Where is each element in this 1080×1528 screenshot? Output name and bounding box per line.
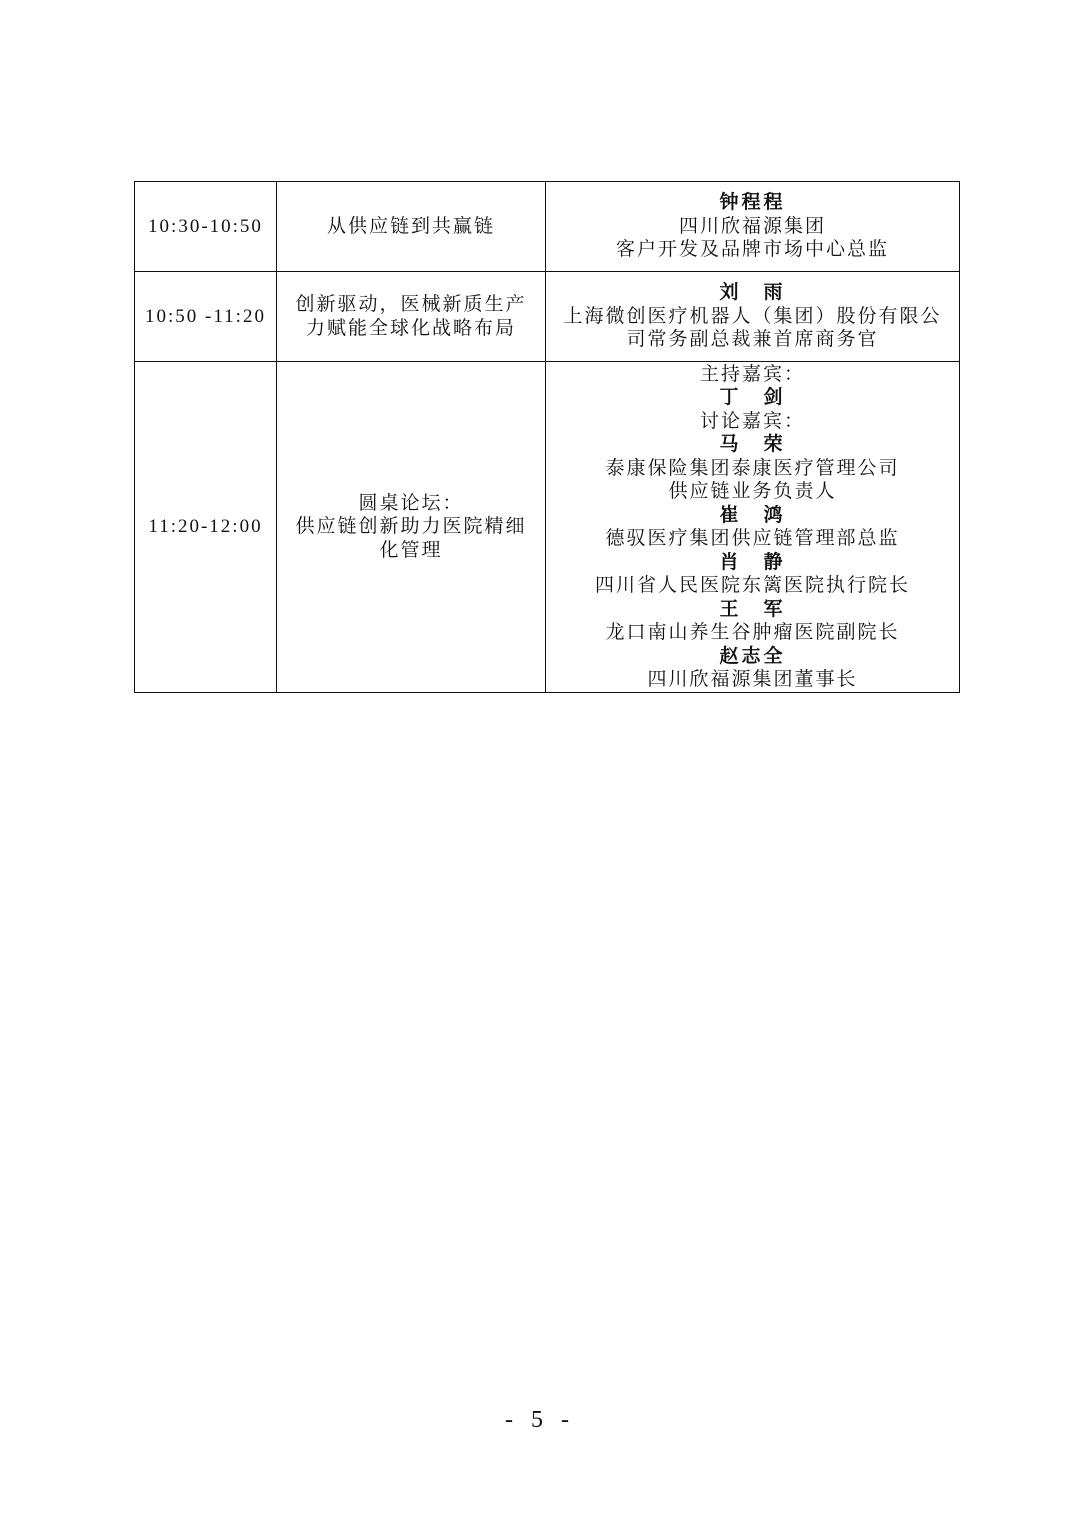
panelist-org: 龙口南山养生谷肿瘤医院副院长 <box>605 621 900 643</box>
panelist-org: 泰康保险集团泰康医疗管理公司 <box>605 456 900 479</box>
speaker-title: 司常务副总裁兼首席商务官 <box>626 328 879 351</box>
panelist-org: 四川省人民医院东篱医院执行院长 <box>594 574 910 596</box>
topic-cell <box>277 362 546 693</box>
topic-cell <box>277 182 546 272</box>
panelist-name: 肖 静 <box>719 550 786 573</box>
topic-text: 从供应链到共赢链 <box>326 214 495 237</box>
speaker-cell <box>546 182 960 272</box>
panelist-name: 赵志全 <box>719 644 786 667</box>
time-text: 10:50 -11:20 <box>145 305 266 327</box>
agenda-table <box>134 181 960 693</box>
topic-text: 供应链创新助力医院精细 <box>295 515 527 538</box>
topic-text: 力赋能全球化战略布局 <box>305 316 516 339</box>
panelist-name: 崔 鸿 <box>719 503 786 526</box>
speaker-name: 钟程程 <box>719 191 786 214</box>
topic-cell <box>277 272 546 362</box>
time-cell <box>135 182 277 272</box>
topic-text: 化管理 <box>379 538 443 561</box>
speaker-title: 客户开发及品牌市场中心总监 <box>615 238 889 261</box>
table-row <box>135 362 960 693</box>
time-cell <box>135 362 277 693</box>
panelist-org: 四川欣福源集团董事长 <box>647 668 858 690</box>
host-name: 丁 剑 <box>719 386 786 408</box>
speaker-name: 刘 雨 <box>719 281 786 304</box>
table-row <box>135 182 960 272</box>
topic-text: 圆桌论坛： <box>358 491 464 514</box>
topic-text: 创新驱动，医械新质生产 <box>295 293 527 315</box>
panel-label: 讨论嘉宾： <box>699 409 805 432</box>
speaker-cell <box>546 272 960 362</box>
time-text: 11:20-12:00 <box>148 516 263 538</box>
panelist-name: 马 荣 <box>719 433 786 455</box>
panelist-org: 德驭医疗集团供应链管理部总监 <box>605 527 900 549</box>
speaker-cell <box>546 362 960 693</box>
speaker-org: 上海微创医疗机器人（集团）股份有限公 <box>563 304 942 327</box>
time-text: 10:30-10:50 <box>148 215 263 237</box>
host-label: 主持嘉宾： <box>699 362 805 385</box>
table-row <box>135 272 960 362</box>
panelist-title: 供应链业务负责人 <box>668 480 837 502</box>
speaker-org: 四川欣福源集团 <box>678 214 826 237</box>
time-cell <box>135 272 277 362</box>
panelist-name: 王 军 <box>719 597 786 620</box>
page-number: - 5 - <box>505 1407 575 1433</box>
